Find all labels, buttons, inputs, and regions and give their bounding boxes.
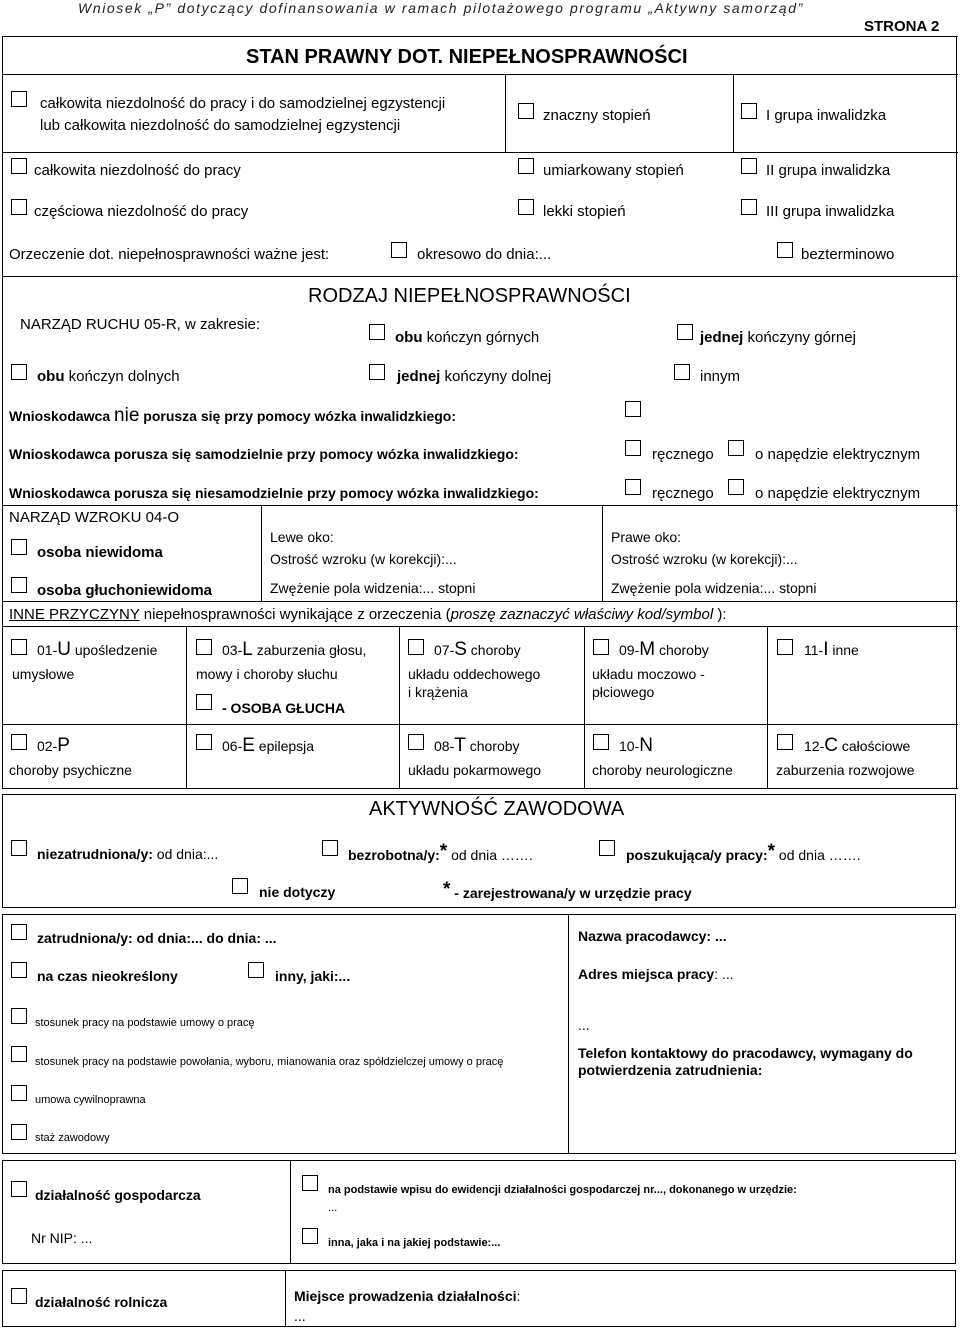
checkbox-unemployed[interactable] bbox=[11, 840, 27, 856]
label-code-03: 03-L zaburzenia głosu, bbox=[222, 639, 367, 660]
codes-col-4 bbox=[767, 626, 768, 788]
checkbox-total-incapacity-existence[interactable] bbox=[11, 91, 27, 107]
left-eye-label: Lewe oko: bbox=[270, 529, 334, 545]
employment-col-rule bbox=[568, 914, 569, 1154]
wheelchair-independent-label: Wnioskodawca porusza się samodzielnie przy pomocy wózka inwalidzkiego: bbox=[9, 446, 519, 462]
checkbox-internship[interactable] bbox=[11, 1124, 27, 1140]
checkbox-total-incapacity-work[interactable] bbox=[11, 158, 27, 174]
checkbox-one-upper-limb[interactable] bbox=[677, 324, 693, 340]
frame-left-2 bbox=[2, 276, 3, 788]
checkbox-deafblind[interactable] bbox=[11, 577, 27, 593]
right-eye-acuity: Ostrość wzroku (w korekcji):... bbox=[611, 551, 798, 567]
label-blind: osoba niewidoma bbox=[37, 544, 163, 561]
label-total-incapacity-work: całkowita niezdolność do pracy bbox=[34, 162, 241, 179]
checkbox-indefinite[interactable] bbox=[777, 242, 793, 258]
wheelchair-assisted-label: Wnioskodawca porusza się niesamodzielnie przy pomocy wózka inwalidzkiego: bbox=[9, 485, 539, 501]
checkbox-appointment[interactable] bbox=[11, 1046, 27, 1062]
label-other-contract: inny, jaki:... bbox=[275, 968, 351, 984]
label-total-incapacity-b: lub całkowita niezdolność do samodzielnej egzystencji bbox=[40, 117, 401, 134]
checkbox-code-03[interactable] bbox=[196, 639, 212, 655]
checkbox-code-08[interactable] bbox=[408, 734, 424, 750]
label-code-07-b: układu oddechowego bbox=[408, 666, 541, 682]
registry-dots: ... bbox=[328, 1202, 338, 1214]
codes-bottom-rule bbox=[2, 788, 958, 789]
legal-col-rule-2 bbox=[733, 74, 734, 152]
label-code-12-b: zaburzenia rozwojowe bbox=[776, 762, 915, 778]
codes-top-rule bbox=[2, 626, 958, 627]
label-code-09-b: układu moczowo - bbox=[592, 666, 705, 682]
label-independent-manual: ręcznego bbox=[652, 446, 714, 463]
legal-status-title: STAN PRAWNY DOT. NIEPEŁNOSPRAWNOŚCI bbox=[246, 46, 688, 68]
checkbox-assisted-electric[interactable] bbox=[728, 479, 744, 495]
checkbox-other-basis[interactable] bbox=[302, 1228, 318, 1244]
checkbox-one-lower-limb[interactable] bbox=[369, 364, 385, 380]
label-other-limb: innym bbox=[700, 368, 741, 385]
checkbox-code-09[interactable] bbox=[593, 639, 609, 655]
label-civil-contract: umowa cywilnoprawna bbox=[35, 1094, 146, 1106]
other-causes-top-rule bbox=[2, 601, 958, 602]
checkbox-independent-manual[interactable] bbox=[625, 440, 641, 456]
label-employment-contract: stosunek pracy na podstawie umowy o pracę bbox=[35, 1017, 255, 1029]
disability-type-title: RODZAJ NIEPEŁNOSPRAWNOŚCI bbox=[308, 285, 631, 307]
label-farming: działalność rolnicza bbox=[35, 1294, 168, 1310]
checkbox-jobless[interactable] bbox=[322, 840, 338, 856]
validity-label: Orzeczenie dot. niepełnosprawności ważne jest: bbox=[9, 246, 330, 263]
left-eye-field: Zwężenie pola widzenia:... stopni bbox=[270, 580, 476, 596]
label-code-02-b: choroby psychiczne bbox=[9, 762, 132, 778]
checkbox-code-12[interactable] bbox=[777, 734, 793, 750]
label-partial-incapacity: częściowa niezdolność do pracy bbox=[34, 203, 249, 220]
label-independent-electric: o napędzie elektrycznym bbox=[755, 446, 921, 463]
checkbox-not-applicable[interactable] bbox=[232, 878, 248, 894]
legal-row-rule bbox=[2, 152, 958, 153]
checkbox-civil-contract[interactable] bbox=[11, 1085, 27, 1101]
label-business: działalność gospodarcza bbox=[35, 1187, 201, 1203]
checkbox-code-02[interactable] bbox=[11, 734, 27, 750]
label-code-07: 07-S choroby bbox=[434, 639, 521, 660]
label-nip: Nr NIP: ... bbox=[31, 1230, 93, 1246]
checkbox-code-07[interactable] bbox=[408, 639, 424, 655]
checkbox-assisted-manual[interactable] bbox=[625, 479, 641, 495]
checkbox-seeking-job[interactable] bbox=[599, 840, 615, 856]
checkbox-code-01[interactable] bbox=[11, 639, 27, 655]
label-unemployed: niezatrudniona/y: od dnia:... bbox=[37, 846, 219, 862]
label-seeking-job: poszukująca/y pracy:* od dnia ……. bbox=[626, 841, 861, 863]
checkbox-farming[interactable] bbox=[11, 1288, 27, 1304]
checkbox-light-degree[interactable] bbox=[518, 199, 534, 215]
label-other-basis: inna, jaka i na jakiej podstawie:... bbox=[328, 1237, 501, 1249]
checkbox-registry-basis[interactable] bbox=[302, 1175, 318, 1191]
checkbox-no-wheelchair[interactable] bbox=[625, 401, 641, 417]
checkbox-other-limb[interactable] bbox=[674, 364, 690, 380]
codes-mid-rule bbox=[2, 724, 958, 725]
left-eye-acuity: Ostrość wzroku (w korekcji):... bbox=[270, 551, 457, 567]
vision-organ-label: NARZĄD WZROKU 04-O bbox=[9, 509, 180, 526]
frame-right-2 bbox=[956, 276, 957, 788]
label-code-10: 10-N bbox=[619, 735, 653, 756]
label-both-lower-limbs: obu kończyn dolnych bbox=[37, 368, 180, 385]
label-code-10-b: choroby neurologiczne bbox=[592, 762, 733, 778]
label-code-08: 08-T choroby bbox=[434, 735, 520, 756]
legal-col-rule-1 bbox=[505, 74, 506, 152]
checkbox-group-2[interactable] bbox=[741, 158, 757, 174]
label-one-upper-limb: jednej kończyny górnej bbox=[700, 329, 856, 346]
label-employer-phone: Telefon kontaktowy do pracodawcy, wymagany do potwierdzenia zatrudnienia: bbox=[578, 1045, 913, 1078]
label-code-03-b: mowy i choroby słuchu bbox=[196, 666, 338, 682]
right-eye-field: Zwężenie pola widzenia:... stopni bbox=[611, 580, 817, 596]
work-activity-title: AKTYWNOŚĆ ZAWODOWA bbox=[369, 798, 625, 820]
label-one-lower-limb: jednej kończyny dolnej bbox=[397, 368, 552, 385]
checkbox-code-10[interactable] bbox=[593, 734, 609, 750]
other-causes-label: INNE PRZYCZYNY niepełnosprawności wynikające z orzeczenia (proszę zaznaczyć właściwy kod/symbol ): bbox=[9, 606, 727, 623]
label-group-3: III grupa inwalidzka bbox=[766, 203, 895, 220]
codes-col-3 bbox=[584, 626, 585, 788]
program-header: Wniosek „P” dotyczący dofinansowania w ramach pilotażowego programu „Aktywny samorząd” bbox=[78, 0, 804, 16]
checkbox-both-lower-limbs[interactable] bbox=[11, 364, 27, 380]
vision-top-rule bbox=[2, 505, 958, 506]
codes-col-2 bbox=[399, 626, 400, 788]
checkbox-indefinite-contract[interactable] bbox=[11, 962, 27, 978]
checkbox-blind[interactable] bbox=[11, 539, 27, 555]
address-dots: ... bbox=[578, 1017, 590, 1033]
checkbox-moderate-degree[interactable] bbox=[518, 158, 534, 174]
label-code-02: 02-P bbox=[37, 735, 70, 756]
label-code-01: 01-U upośledzenie bbox=[37, 639, 158, 660]
label-deafblind: osoba głuchoniewidoma bbox=[37, 582, 213, 599]
label-significant-degree: znaczny stopień bbox=[543, 107, 651, 124]
frame-top bbox=[2, 36, 958, 37]
label-employer-name: Nazwa pracodawcy: ... bbox=[578, 928, 727, 944]
frame-left bbox=[2, 36, 3, 276]
label-code-11: 11-I inne bbox=[804, 639, 859, 660]
label-code-12: 12-C całościowe bbox=[804, 735, 911, 756]
label-employed: zatrudniona/y: od dnia:... do dnia: ... bbox=[37, 930, 277, 946]
label-business-place: Miejsce prowadzenia działalności: bbox=[294, 1288, 521, 1304]
codes-col-1 bbox=[186, 626, 187, 788]
checkbox-code-11[interactable] bbox=[777, 639, 793, 655]
label-group-1: I grupa inwalidzka bbox=[766, 107, 887, 124]
label-indefinite: bezterminowo bbox=[801, 246, 895, 263]
checkbox-other-contract[interactable] bbox=[248, 962, 264, 978]
label-both-upper-limbs: obu kończyn górnych bbox=[395, 329, 540, 346]
label-assisted-manual: ręcznego bbox=[652, 485, 714, 502]
label-not-applicable: nie dotyczy bbox=[259, 884, 336, 900]
checkbox-employed[interactable] bbox=[11, 924, 27, 940]
label-assisted-electric: o napędzie elektrycznym bbox=[755, 485, 921, 502]
label-code-09: 09-M choroby bbox=[619, 639, 709, 660]
label-moderate-degree: umiarkowany stopień bbox=[543, 162, 684, 179]
motor-organ-label: NARZĄD RUCHU 05-R, w zakresie: bbox=[20, 316, 261, 333]
label-code-08-b: układu pokarmowego bbox=[408, 762, 542, 778]
checkbox-business[interactable] bbox=[11, 1181, 27, 1197]
label-work-address: Adres miejsca pracy: ... bbox=[578, 966, 734, 982]
checkbox-partial-incapacity[interactable] bbox=[11, 199, 27, 215]
wheelchair-no-label: Wnioskodawca nie porusza się przy pomocy wózka inwalidzkiego: bbox=[9, 405, 457, 426]
legal-title-rule bbox=[2, 74, 958, 75]
checkbox-independent-electric[interactable] bbox=[728, 440, 744, 456]
label-light-degree: lekki stopień bbox=[543, 203, 626, 220]
checkbox-periodic[interactable] bbox=[391, 242, 407, 258]
frame-divider bbox=[2, 276, 958, 277]
label-code-07-c: i krążenia bbox=[408, 684, 468, 700]
employment-frame bbox=[2, 914, 956, 1154]
checkbox-significant-degree[interactable] bbox=[518, 103, 534, 119]
checkbox-deaf-person[interactable] bbox=[196, 694, 212, 710]
label-code-09-c: płciowego bbox=[592, 684, 655, 700]
farm-col-rule bbox=[285, 1270, 286, 1327]
checkbox-group-3[interactable] bbox=[741, 199, 757, 215]
label-periodic: okresowo do dnia:... bbox=[417, 246, 552, 263]
checkbox-both-upper-limbs[interactable] bbox=[369, 324, 385, 340]
business-col-rule bbox=[290, 1160, 291, 1264]
page-number: STRONA 2 bbox=[864, 18, 940, 35]
frame-right bbox=[956, 36, 957, 276]
label-registry-basis: na podstawie wpisu do ewidencji działalności gospodarczej nr..., dokonanego w urzędzie: bbox=[328, 1184, 797, 1196]
label-registered-note: * - zarejestrowana/y w urzędzie pracy bbox=[443, 879, 692, 901]
checkbox-code-06[interactable] bbox=[196, 734, 212, 750]
right-eye-label: Prawe oko: bbox=[611, 529, 682, 545]
checkbox-employment-contract[interactable] bbox=[11, 1008, 27, 1024]
label-internship: staż zawodowy bbox=[35, 1132, 110, 1144]
label-code-01-b: umysłowe bbox=[12, 666, 75, 682]
business-place-dots: ... bbox=[294, 1308, 306, 1324]
vision-col-rule-1 bbox=[261, 505, 262, 601]
vision-col-rule-2 bbox=[602, 505, 603, 601]
checkbox-group-1[interactable] bbox=[741, 103, 757, 119]
label-appointment: stosunek pracy na podstawie powołania, wyboru, mianowania oraz spółdzielczej umowy o pracę bbox=[35, 1056, 504, 1068]
label-code-06: 06-E epilepsja bbox=[222, 735, 315, 756]
label-group-2: II grupa inwalidzka bbox=[766, 162, 891, 179]
label-total-incapacity: całkowita niezdolność do pracy i do samodzielnej egzystencji bbox=[40, 95, 446, 112]
label-indefinite-contract: na czas nieokreślony bbox=[37, 968, 178, 984]
label-jobless: bezrobotna/y:* od dnia ……. bbox=[348, 841, 533, 863]
label-deaf-person: - OSOBA GŁUCHA bbox=[222, 700, 346, 716]
